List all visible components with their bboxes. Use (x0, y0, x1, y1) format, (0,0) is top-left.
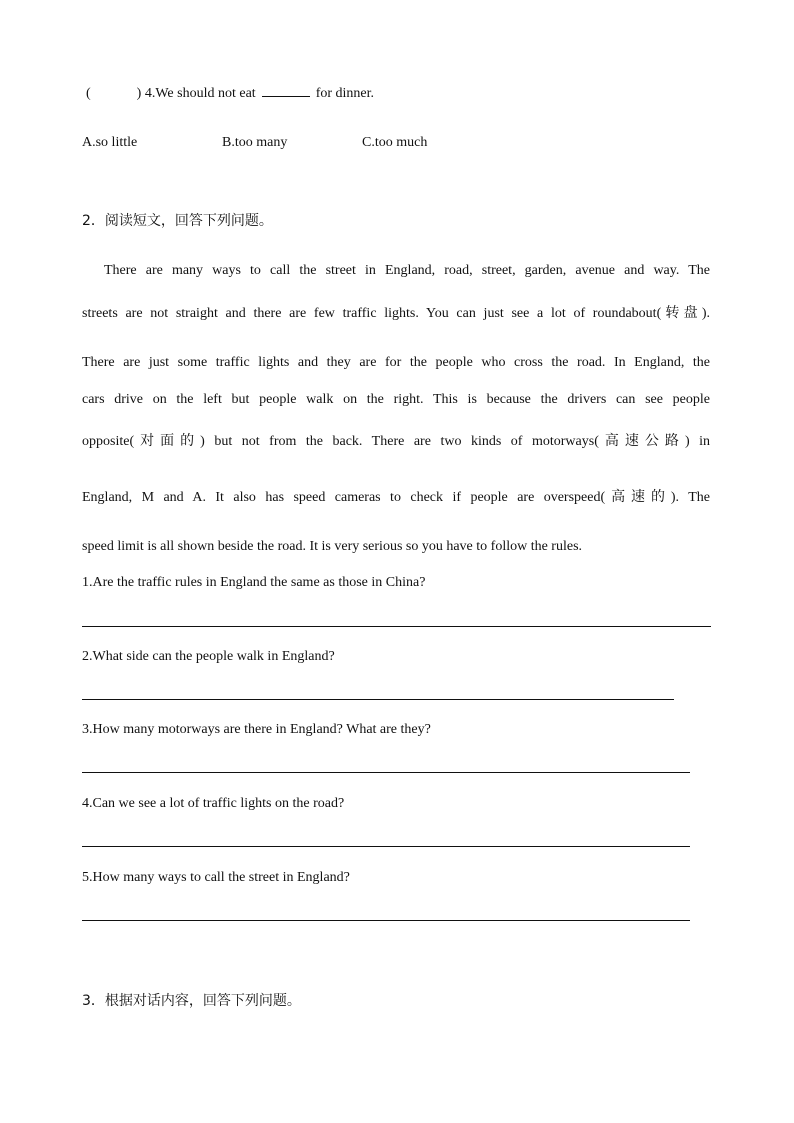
question-5: 5.How many ways to call the street in England? (82, 870, 350, 885)
question-4-passage: 4.Can we see a lot of traffic lights on the road? (82, 796, 345, 811)
passage-line-6: England, M and A. It also has speed cameras to check if people are overspeed(高速的). The (82, 489, 710, 505)
passage-line-5: opposite(对面的) but not from the back. There are two kinds of motorways(高速公路) in (82, 433, 711, 449)
answer-line-5[interactable] (82, 920, 690, 921)
passage-line-4: cars drive on the left but people walk on the right. This is because the drivers can see people (82, 392, 710, 407)
passage-line-1: There are many ways to call the street in England, road, street, garden, avenue and way. The (104, 263, 710, 278)
answer-line-3[interactable] (82, 772, 690, 773)
question-3: 3.How many motorways are there in England? What are they? (82, 722, 431, 737)
question-2: 2.What side can the people walk in England? (82, 649, 335, 664)
answer-line-2[interactable] (82, 699, 674, 700)
passage-line-3: There are just some traffic lights and they are for the people who cross the road. In England, the (82, 355, 710, 370)
question-4 (86, 84, 374, 103)
fill-blank[interactable] (262, 84, 310, 97)
option-a: A.so little (82, 135, 138, 150)
question-4-text-end: for dinner. (315, 86, 375, 101)
passage-line-7: speed limit is all shown beside the road. It is very serious so you have to follow the rules. (82, 539, 583, 554)
section-2-heading: 2．阅读短文，回答下列问题。 (82, 213, 273, 229)
passage-line-2: streets are not straight and there are few traffic lights. You can just see a lot of roundabout(转盘). (82, 305, 710, 321)
answer-line-1[interactable] (82, 626, 711, 627)
answer-line-4[interactable] (82, 846, 690, 847)
answer-paren-close: ) (136, 86, 142, 101)
question-1: 1.Are the traffic rules in England the same as those in China? (82, 575, 426, 590)
option-b: B.too many (222, 135, 288, 150)
option-c: C.too much (362, 135, 428, 150)
question-4-text: 4.We should not eat (144, 86, 256, 101)
answer-paren-open: ( (86, 86, 91, 101)
section-3-heading: 3．根据对话内容，回答下列问题。 (82, 993, 301, 1009)
